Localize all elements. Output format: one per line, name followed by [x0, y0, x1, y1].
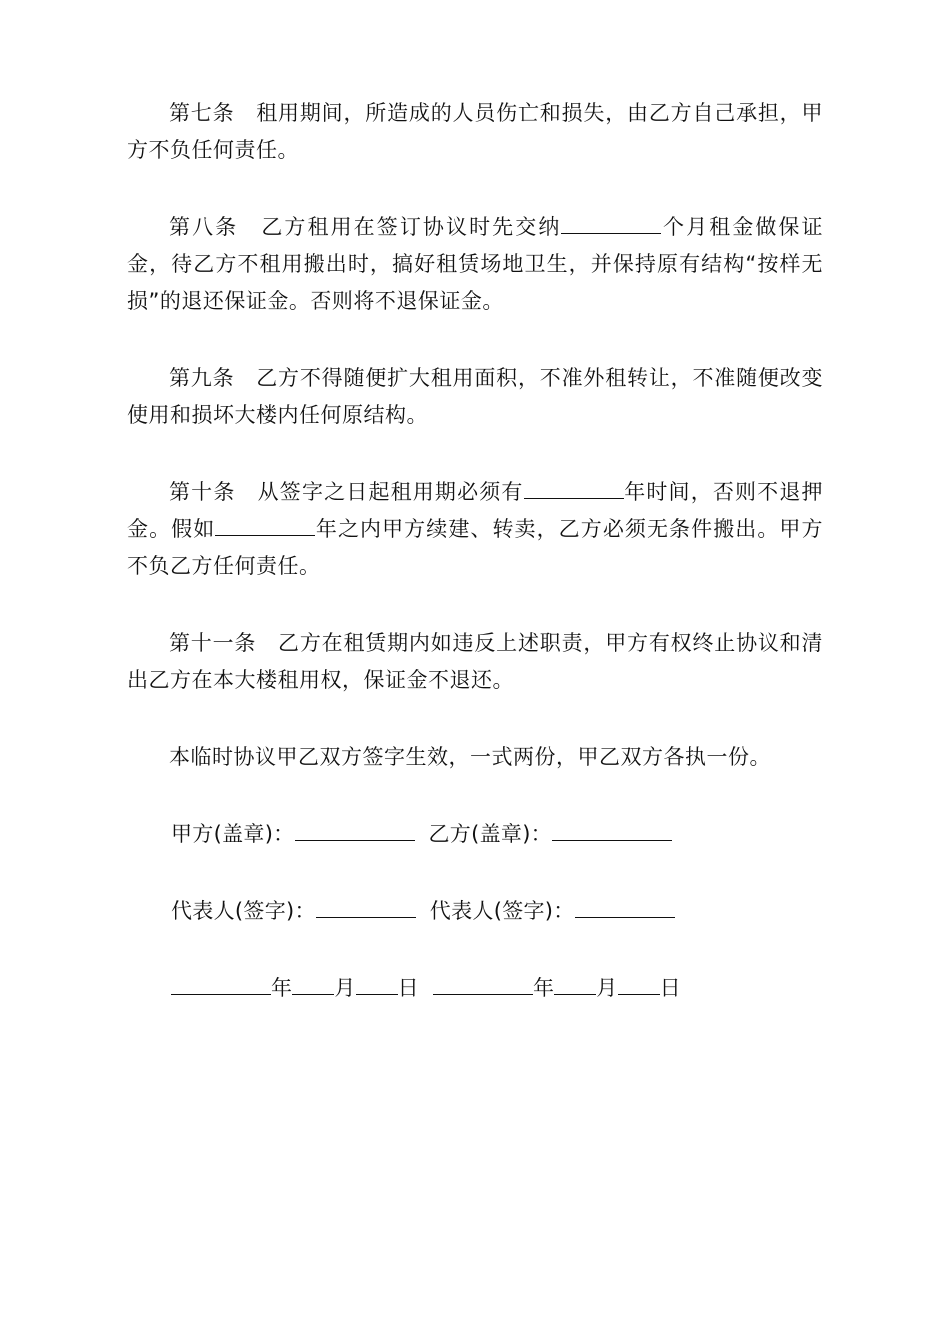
closing-text: 本临时协议甲乙双方签字生效，一式两份，甲乙双方各执一份。 — [169, 745, 771, 769]
rebuild-years-blank[interactable] — [215, 511, 315, 536]
article-10-text-1: 第十条 从签字之日起租用期必须有 — [169, 480, 524, 504]
article-9 — [127, 360, 823, 434]
year-label: 年 — [532, 976, 555, 1000]
year-label: 年 — [271, 976, 293, 1000]
article-10-text-3: 年之内甲方续建、转卖，乙方必须无条件搬出。甲方不负乙方任何责任。 — [127, 517, 823, 578]
lease-years-blank[interactable] — [524, 474, 624, 499]
spacer — [127, 699, 823, 739]
date-a-month-blank[interactable] — [292, 970, 334, 995]
spacer — [127, 434, 823, 474]
date-line — [127, 970, 823, 1007]
party-b-seal-label: 乙方(盖章)： — [428, 822, 552, 846]
date-b-year-blank[interactable] — [433, 970, 533, 995]
article-10 — [127, 474, 823, 585]
article-10-text-2: 年时间，否则不退押金。假如 — [127, 480, 824, 541]
party-b-seal-blank[interactable] — [552, 816, 672, 841]
date-b-month-blank[interactable] — [554, 970, 596, 995]
rep-b-sign-blank[interactable] — [575, 893, 675, 918]
article-8 — [127, 209, 823, 320]
spacer — [127, 930, 823, 970]
spacer — [127, 776, 823, 816]
month-label: 月 — [334, 976, 356, 1000]
spacer — [127, 853, 823, 893]
representative-line — [127, 893, 823, 930]
spacer — [127, 320, 823, 360]
party-a-seal-blank[interactable] — [295, 816, 415, 841]
article-11-text: 第十一条 乙方在租赁期内如违反上述职责，甲方有权终止协议和清出乙方在本大楼租用权，保证金不退还。 — [127, 631, 823, 692]
article-11 — [127, 625, 823, 699]
article-8-text-1: 第八条 乙方租用在签订协议时先交纳 — [169, 215, 562, 239]
rep-a-sign-blank[interactable] — [316, 893, 416, 918]
deposit-months-blank[interactable] — [561, 209, 661, 234]
article-7 — [127, 95, 823, 169]
spacer — [127, 585, 823, 625]
month-label: 月 — [596, 976, 618, 1000]
date-a-day-blank[interactable] — [356, 970, 398, 995]
spacer — [127, 169, 823, 209]
day-label: 日 — [397, 976, 419, 1000]
closing-statement — [127, 739, 823, 776]
article-7-text: 第七条 租用期间，所造成的人员伤亡和损失，由乙方自己承担，甲方不负任何责任。 — [127, 101, 823, 162]
article-9-text: 第九条 乙方不得随便扩大租用面积，不准外租转让，不准随便改变使用和损坏大楼内任何原结构。 — [127, 366, 823, 427]
rep-a-sign-label: 代表人(签字)： — [171, 899, 316, 923]
document-page — [127, 95, 823, 1007]
day-label: 日 — [659, 976, 681, 1000]
party-a-seal-label: 甲方(盖章)： — [171, 822, 295, 846]
date-b-day-blank[interactable] — [618, 970, 660, 995]
date-a-year-blank[interactable] — [171, 970, 271, 995]
seal-line — [127, 816, 823, 853]
article-8-text-2: 个月租金做保证金，待乙方不租用搬出时，搞好租赁场地卫生，并保持原有结构“按样无损”的退还保证金。否则将不退保证金。 — [127, 215, 824, 313]
rep-b-sign-label: 代表人(签字)： — [429, 899, 575, 923]
